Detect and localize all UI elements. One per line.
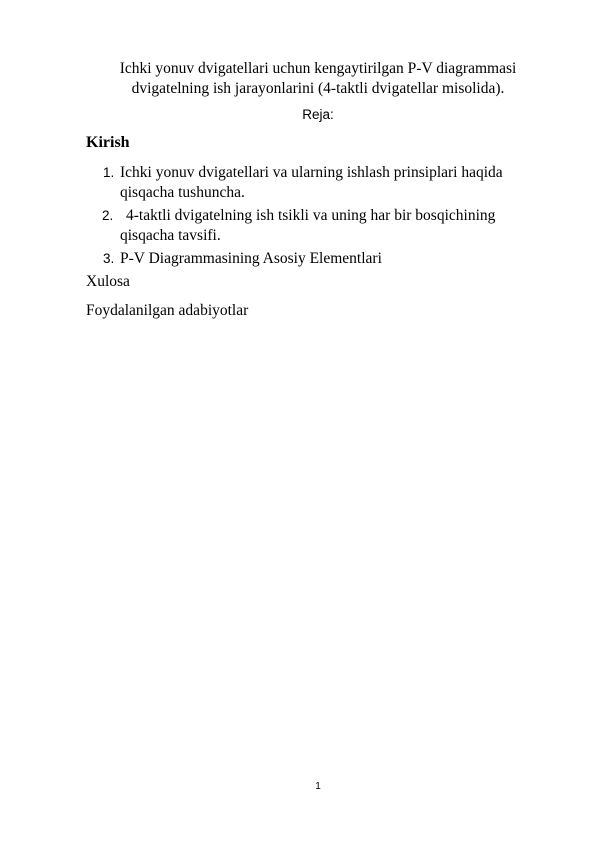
plan-heading: Reja: xyxy=(302,107,334,122)
conclusion-heading: Xulosa xyxy=(86,273,130,290)
plan-item-3 xyxy=(103,249,540,269)
introduction-heading: Kirish xyxy=(86,134,130,151)
plan-item-number: 2. xyxy=(102,208,114,223)
document-title: Ichki yonuv dvigatellari uchun kengaytirilgan P-V diagrammasi dvigatelning ish jarayonlarini (4-taktli dvigatellar misolida). xyxy=(119,60,517,97)
page-number: 1 xyxy=(315,781,321,792)
plan-item-text: P-V Diagrammasining Asosiy Elementlari xyxy=(120,250,382,267)
plan-item-text: 4-taktli dvigatelning ish tsikli va uning har bir bosqichining qisqacha tavsifi. xyxy=(120,207,496,244)
plan-item-text: Ichki yonuv dvigatellari va ularning ishlash prinsiplari haqida qisqacha tushuncha. xyxy=(120,164,503,201)
plan-item-number: 1. xyxy=(103,165,115,180)
references-heading: Foydalanilgan adabiyotlar xyxy=(86,302,249,319)
plan-item-1 xyxy=(103,163,540,203)
plan-list xyxy=(0,163,596,272)
plan-item-number: 3. xyxy=(103,251,115,266)
plan-item-2 xyxy=(102,206,540,246)
